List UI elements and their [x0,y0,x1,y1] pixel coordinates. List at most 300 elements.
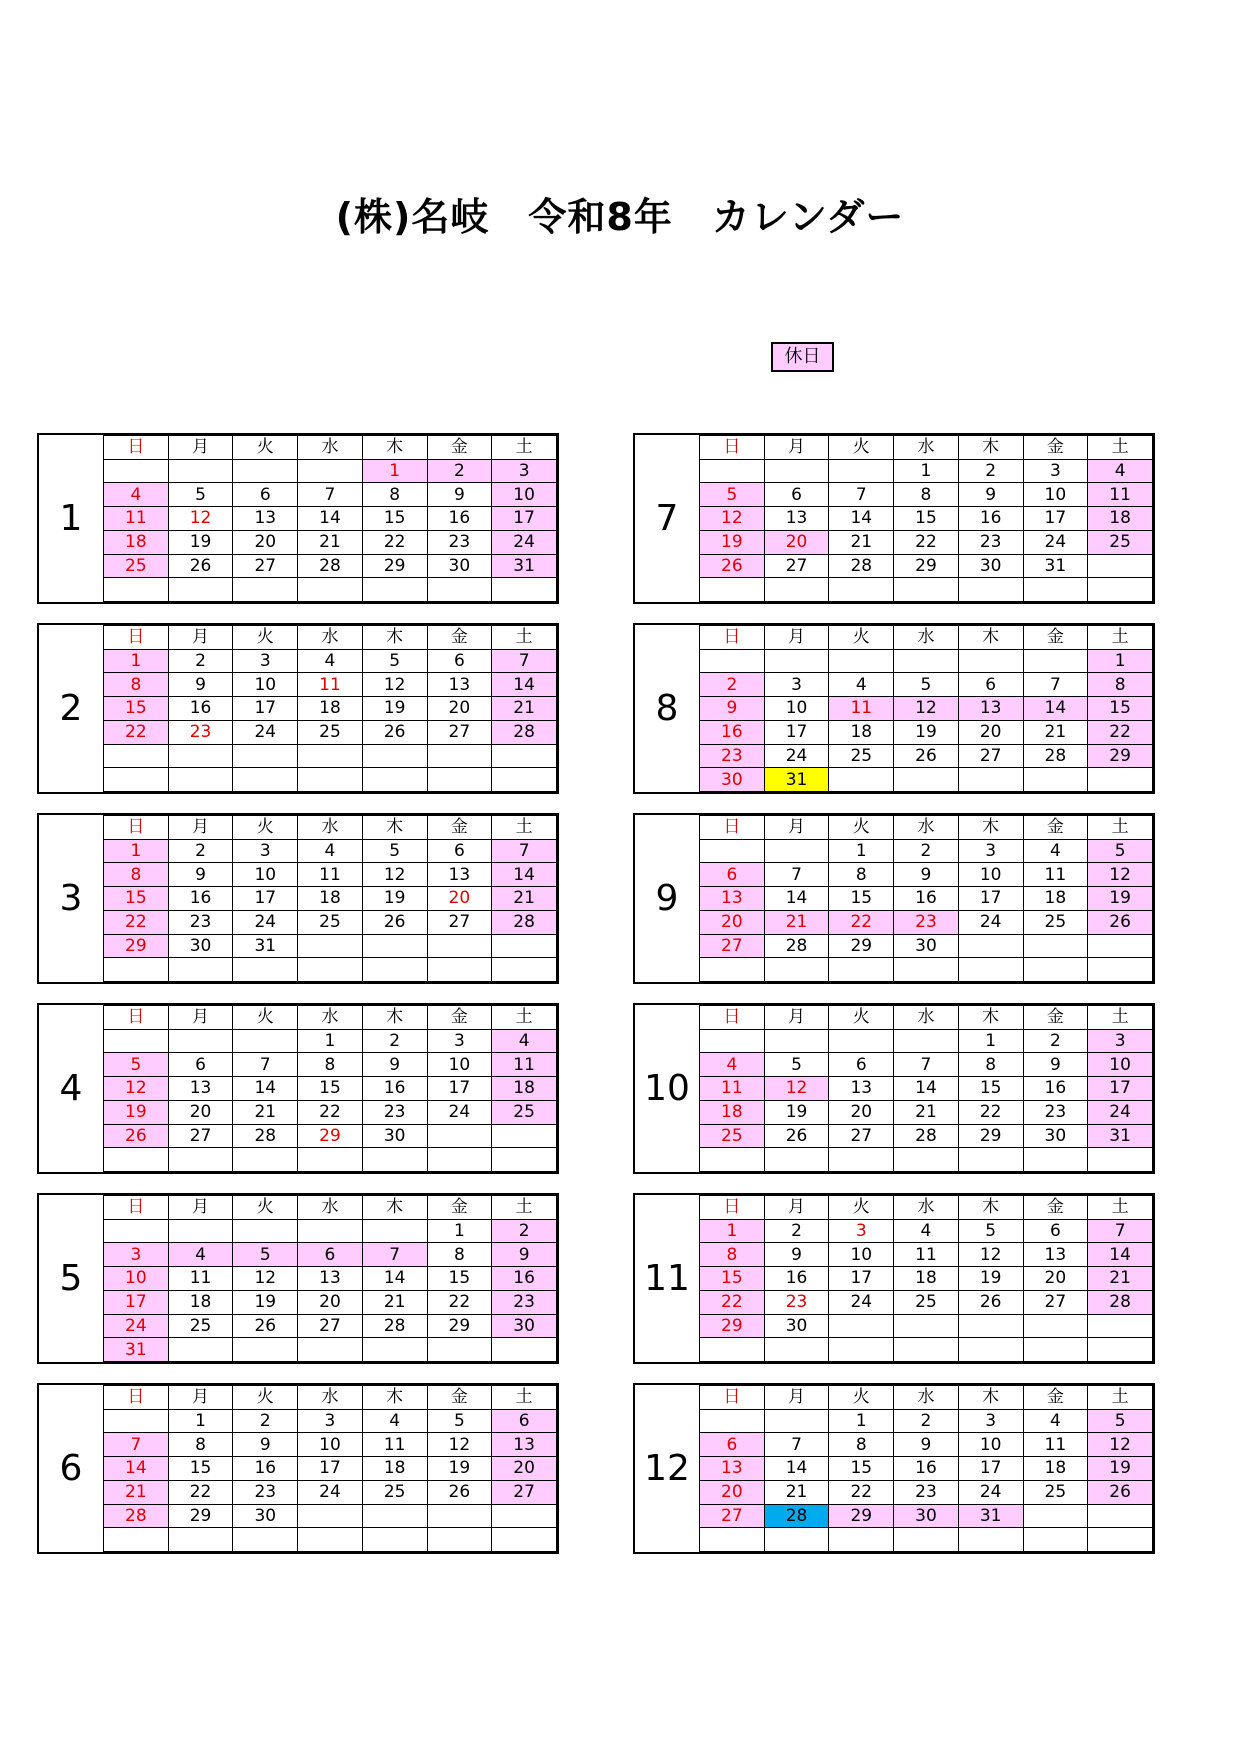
weekday-header: 金 [427,626,492,650]
day-cell: 20 [427,697,492,721]
day-cell: 31 [1023,554,1088,578]
empty-cell [764,1029,829,1053]
month-grid [699,1385,1153,1552]
day-cell: 27 [829,1124,894,1148]
day-cell: 13 [700,1457,765,1481]
day-cell: 25 [298,720,363,744]
empty-cell [298,744,363,768]
day-cell: 26 [168,554,233,578]
month-number: 2 [59,688,83,729]
day-cell: 14 [362,1267,427,1291]
day-cell: 27 [427,720,492,744]
day-cell: 22 [829,1480,894,1504]
day-cell: 29 [298,1124,363,1148]
weekday-header-row [104,816,557,840]
weekday-header-row [700,1006,1153,1030]
day-cell: 9 [700,697,765,721]
empty-cell [894,649,959,673]
day-cell: 2 [362,1029,427,1053]
weekday-header: 日 [104,1196,169,1220]
week-row [700,697,1153,721]
day-cell: 6 [233,483,298,507]
day-cell: 6 [764,483,829,507]
day-cell: 4 [362,1409,427,1433]
week-row [700,530,1153,554]
empty-cell [700,1148,765,1172]
empty-cell [233,1338,298,1362]
day-cell: 13 [829,1077,894,1101]
day-cell: 18 [104,530,169,554]
day-cell: 19 [104,1100,169,1124]
day-cell: 29 [104,934,169,958]
weekday-header-row [700,436,1153,460]
page-title: (株)名岐 令和8年 カレンダー [335,195,905,239]
day-cell: 18 [362,1457,427,1481]
day-cell: 28 [492,910,557,934]
day-cell: 7 [1023,673,1088,697]
day-cell: 21 [233,1100,298,1124]
weekday-header: 水 [298,1006,363,1030]
week-row [700,1528,1153,1552]
month-grid [103,1005,557,1172]
weekday-header: 日 [700,436,765,460]
day-cell: 8 [894,483,959,507]
day-cell: 10 [298,1433,363,1457]
day-cell: 18 [298,887,363,911]
day-cell: 8 [104,863,169,887]
empty-cell [492,768,557,792]
day-cell: 22 [1088,720,1153,744]
empty-cell [362,1148,427,1172]
month-block [633,1193,1155,1364]
day-cell: 18 [1023,887,1088,911]
day-cell: 21 [492,887,557,911]
day-cell: 2 [1023,1029,1088,1053]
empty-cell [1023,1314,1088,1338]
day-cell: 18 [700,1100,765,1124]
day-cell: 11 [362,1433,427,1457]
day-cell: 9 [958,483,1023,507]
day-cell: 7 [492,649,557,673]
day-cell: 4 [492,1029,557,1053]
weekday-header: 火 [829,436,894,460]
weekday-header-row [104,436,557,460]
empty-cell [1023,934,1088,958]
day-cell: 16 [168,887,233,911]
day-cell: 30 [894,1504,959,1528]
weekday-header-row [700,816,1153,840]
empty-cell [492,1528,557,1552]
empty-cell [362,1528,427,1552]
week-row [104,1124,557,1148]
day-cell: 27 [427,910,492,934]
weekday-header: 月 [168,816,233,840]
day-cell: 24 [233,910,298,934]
day-cell: 11 [1023,1433,1088,1457]
day-cell: 24 [829,1290,894,1314]
week-row [700,1433,1153,1457]
day-cell: 23 [764,1290,829,1314]
day-cell: 31 [233,934,298,958]
day-cell: 12 [168,507,233,531]
empty-cell [1023,1148,1088,1172]
weekday-header: 金 [427,1386,492,1410]
day-cell: 23 [168,720,233,744]
day-cell: 22 [829,910,894,934]
empty-cell [764,958,829,982]
week-row [104,1433,557,1457]
weekday-header: 月 [764,1196,829,1220]
day-cell: 8 [168,1433,233,1457]
weekday-header: 月 [764,436,829,460]
day-cell: 10 [958,863,1023,887]
empty-cell [1088,1528,1153,1552]
day-cell: 17 [764,720,829,744]
empty-cell [298,1219,363,1243]
weekday-header: 日 [104,1006,169,1030]
weekday-header: 水 [894,436,959,460]
day-cell: 28 [764,934,829,958]
month-number: 11 [644,1258,690,1299]
day-cell: 27 [168,1124,233,1148]
day-cell: 12 [1088,863,1153,887]
day-cell: 15 [104,697,169,721]
day-cell: 4 [700,1053,765,1077]
empty-cell [233,1029,298,1053]
day-cell: 26 [233,1314,298,1338]
empty-cell [104,1148,169,1172]
week-row [700,839,1153,863]
day-cell: 24 [958,910,1023,934]
empty-cell [168,958,233,982]
day-cell: 13 [233,507,298,531]
day-cell: 4 [298,649,363,673]
empty-cell [298,934,363,958]
week-row [700,934,1153,958]
day-cell: 29 [829,934,894,958]
day-cell: 3 [958,839,1023,863]
day-cell: 2 [168,649,233,673]
empty-cell [1023,1528,1088,1552]
empty-cell [700,578,765,602]
empty-cell [958,1338,1023,1362]
day-cell: 28 [764,1504,829,1528]
day-cell: 27 [1023,1290,1088,1314]
day-cell: 2 [894,839,959,863]
day-cell: 16 [233,1457,298,1481]
empty-cell [958,578,1023,602]
day-cell: 18 [1088,507,1153,531]
empty-cell [829,1029,894,1053]
day-cell: 1 [104,839,169,863]
day-cell: 8 [427,1243,492,1267]
day-cell: 14 [894,1077,959,1101]
weekday-header: 火 [829,1386,894,1410]
empty-cell [104,768,169,792]
empty-cell [427,958,492,982]
day-cell: 26 [958,1290,1023,1314]
day-cell: 1 [958,1029,1023,1053]
day-cell: 4 [104,483,169,507]
day-cell: 1 [104,649,169,673]
day-cell: 1 [894,459,959,483]
month-number: 9 [655,878,679,919]
month-block [37,1003,559,1174]
empty-cell [233,1528,298,1552]
day-cell: 29 [700,1314,765,1338]
empty-cell [104,958,169,982]
empty-cell [829,578,894,602]
week-row [104,649,557,673]
day-cell: 7 [298,483,363,507]
weekday-header: 水 [298,436,363,460]
empty-cell [829,1338,894,1362]
empty-cell [829,1528,894,1552]
weekday-header: 月 [168,1006,233,1030]
weekday-header: 土 [492,436,557,460]
day-cell: 10 [427,1053,492,1077]
week-row [104,578,557,602]
month-number: 10 [644,1068,690,1109]
day-cell: 31 [764,768,829,792]
weekday-header: 木 [958,626,1023,650]
empty-cell [829,1314,894,1338]
day-cell: 14 [233,1077,298,1101]
week-row [700,1148,1153,1172]
day-cell: 3 [233,649,298,673]
empty-cell [298,1148,363,1172]
empty-cell [492,1504,557,1528]
day-cell: 14 [1088,1243,1153,1267]
day-cell: 28 [1088,1290,1153,1314]
day-cell: 12 [233,1267,298,1291]
empty-cell [492,934,557,958]
day-cell: 17 [104,1290,169,1314]
day-cell: 14 [1023,697,1088,721]
day-cell: 3 [764,673,829,697]
month-block [37,1193,559,1364]
weekday-header: 土 [1088,1006,1153,1030]
day-cell: 22 [104,720,169,744]
day-cell: 10 [764,697,829,721]
day-cell: 20 [700,1480,765,1504]
empty-cell [168,578,233,602]
empty-cell [427,934,492,958]
day-cell: 16 [700,720,765,744]
empty-cell [958,1528,1023,1552]
week-row [104,958,557,982]
weekday-header: 金 [427,816,492,840]
day-cell: 3 [958,1409,1023,1433]
month-number: 8 [655,688,679,729]
empty-cell [492,958,557,982]
day-cell: 3 [427,1029,492,1053]
empty-cell [362,1219,427,1243]
day-cell: 24 [233,720,298,744]
empty-cell [233,1148,298,1172]
day-cell: 10 [233,863,298,887]
weekday-header: 金 [1023,626,1088,650]
day-cell: 19 [894,720,959,744]
day-cell: 3 [233,839,298,863]
day-cell: 29 [1088,744,1153,768]
weekday-header: 木 [958,816,1023,840]
day-cell: 26 [1088,910,1153,934]
empty-cell [1023,1504,1088,1528]
day-cell: 19 [1088,887,1153,911]
day-cell: 21 [104,1480,169,1504]
day-cell: 2 [233,1409,298,1433]
day-cell: 3 [829,1219,894,1243]
week-row [104,554,557,578]
empty-cell [233,1219,298,1243]
day-cell: 27 [958,744,1023,768]
day-cell: 14 [829,507,894,531]
empty-cell [362,744,427,768]
day-cell: 24 [958,1480,1023,1504]
weekday-header: 木 [362,626,427,650]
day-cell: 10 [104,1267,169,1291]
day-cell: 24 [427,1100,492,1124]
week-row [700,1124,1153,1148]
day-cell: 4 [829,673,894,697]
week-row [700,1053,1153,1077]
empty-cell [104,1409,169,1433]
empty-cell [233,958,298,982]
day-cell: 13 [492,1433,557,1457]
day-cell: 8 [362,483,427,507]
day-cell: 18 [168,1290,233,1314]
weekday-header: 木 [362,1386,427,1410]
day-cell: 11 [298,863,363,887]
day-cell: 20 [700,910,765,934]
week-row [700,1077,1153,1101]
day-cell: 18 [1023,1457,1088,1481]
day-cell: 17 [427,1077,492,1101]
day-cell: 10 [492,483,557,507]
day-cell: 12 [958,1243,1023,1267]
week-row [700,1338,1153,1362]
empty-cell [492,744,557,768]
empty-cell [168,744,233,768]
day-cell: 9 [168,863,233,887]
day-cell: 16 [362,1077,427,1101]
day-cell: 14 [492,863,557,887]
day-cell: 6 [958,673,1023,697]
weekday-header: 金 [1023,1386,1088,1410]
day-cell: 24 [764,744,829,768]
month-grid [699,625,1153,792]
empty-cell [362,934,427,958]
week-row [104,910,557,934]
day-cell: 18 [492,1077,557,1101]
day-cell: 26 [362,910,427,934]
day-cell: 31 [104,1338,169,1362]
weekday-header-row [104,1196,557,1220]
day-cell: 13 [958,697,1023,721]
weekday-header-row [700,1386,1153,1410]
week-row [104,1314,557,1338]
day-cell: 15 [104,887,169,911]
empty-cell [764,649,829,673]
weekday-header: 土 [1088,816,1153,840]
day-cell: 28 [829,554,894,578]
day-cell: 22 [104,910,169,934]
empty-cell [1088,934,1153,958]
day-cell: 9 [894,863,959,887]
week-row [700,1409,1153,1433]
day-cell: 17 [492,507,557,531]
empty-cell [298,459,363,483]
week-row [104,1267,557,1291]
day-cell: 16 [492,1267,557,1291]
weekday-header: 日 [700,1196,765,1220]
month-block [633,433,1155,604]
empty-cell [298,958,363,982]
week-row [700,1290,1153,1314]
week-row [700,1100,1153,1124]
month-number: 12 [644,1448,690,1489]
empty-cell [362,1338,427,1362]
empty-cell [1088,1148,1153,1172]
day-cell: 15 [700,1267,765,1291]
empty-cell [894,1528,959,1552]
month-grid [699,435,1153,602]
weekday-header: 金 [427,1196,492,1220]
day-cell: 24 [1023,530,1088,554]
week-row [104,530,557,554]
day-cell: 22 [700,1290,765,1314]
day-cell: 8 [958,1053,1023,1077]
day-cell: 11 [1023,863,1088,887]
day-cell: 23 [894,1480,959,1504]
day-cell: 25 [700,1124,765,1148]
day-cell: 24 [492,530,557,554]
empty-cell [168,1338,233,1362]
day-cell: 27 [233,554,298,578]
empty-cell [829,958,894,982]
empty-cell [233,459,298,483]
weekday-header: 木 [362,1196,427,1220]
week-row [104,1077,557,1101]
day-cell: 14 [104,1457,169,1481]
empty-cell [700,459,765,483]
day-cell: 21 [1088,1267,1153,1291]
day-cell: 3 [298,1409,363,1433]
day-cell: 19 [958,1267,1023,1291]
weekday-header: 土 [1088,626,1153,650]
day-cell: 8 [700,1243,765,1267]
weekday-header: 火 [233,816,298,840]
day-cell: 31 [958,1504,1023,1528]
day-cell: 12 [104,1077,169,1101]
day-cell: 29 [427,1314,492,1338]
empty-cell [492,1148,557,1172]
day-cell: 23 [362,1100,427,1124]
day-cell: 21 [764,1480,829,1504]
day-cell: 11 [700,1077,765,1101]
day-cell: 17 [958,1457,1023,1481]
day-cell: 9 [764,1243,829,1267]
day-cell: 8 [298,1053,363,1077]
empty-cell [700,1338,765,1362]
day-cell: 5 [362,839,427,863]
empty-cell [427,744,492,768]
day-cell: 28 [104,1504,169,1528]
day-cell: 2 [958,459,1023,483]
day-cell: 7 [829,483,894,507]
empty-cell [958,1314,1023,1338]
